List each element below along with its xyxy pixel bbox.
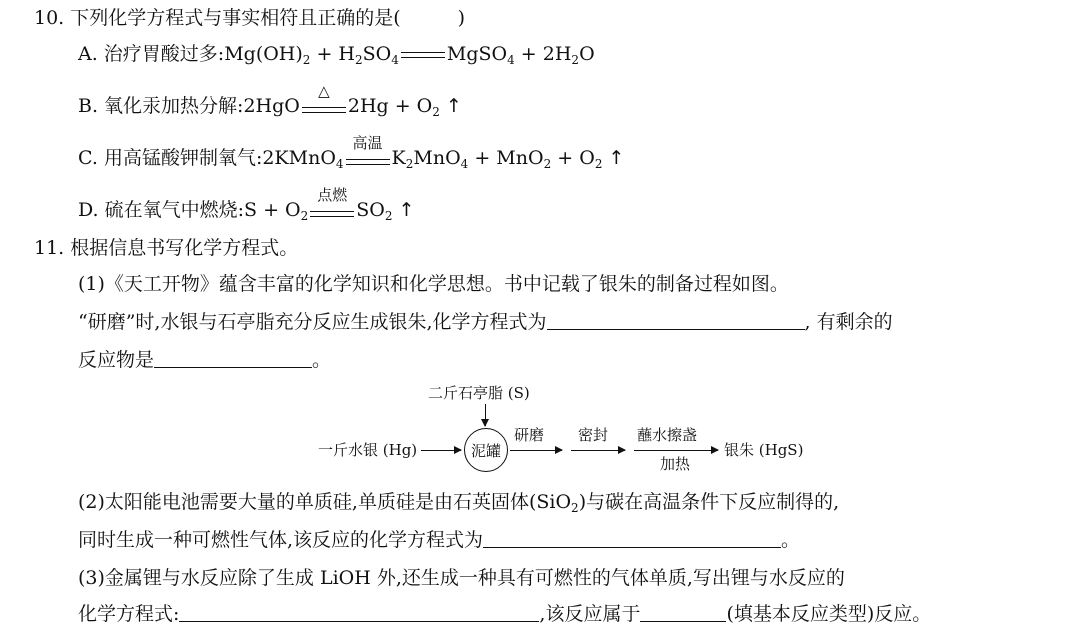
option-a-label: A. 治疗胃酸过多: (78, 43, 225, 65)
q11-part1-line1: (1)《天工开物》蕴含丰富的化学知识和化学思想。书中记载了银朱的制备过程如图。 (78, 273, 789, 295)
q11-part3-line2: 化学方程式: ,该反应属于 (填基本反应类型)反应。 (78, 603, 932, 625)
down-arrow-icon (485, 404, 486, 426)
diagram-step-2: 密封 (578, 426, 609, 444)
reaction-condition: △ (302, 95, 346, 119)
gas-arrow-icon: ↑ (445, 95, 462, 117)
diagram-step-3-top: 蘸水擦盏 (637, 426, 698, 444)
diagram-left-input: 一斤水银 (Hg) (318, 441, 418, 459)
q11-part3-line1: (3)金属锂与水反应除了生成 LiOH 外,还生成一种具有可燃性的气体单质,写出锂与水反应的 (78, 567, 845, 589)
diagram-step-1: 研磨 (514, 426, 545, 444)
right-arrow-icon (421, 450, 461, 451)
right-arrow-icon (634, 450, 718, 451)
answer-blank-equation-3[interactable] (179, 603, 539, 622)
reaction-condition: 点燃 (310, 199, 354, 223)
q11-part2-line2: 同时生成一种可燃性气体,该反应的化学方程式为 。 (78, 529, 801, 551)
equals-sign (401, 43, 445, 67)
q10-stem: 10. 下列化学方程式与事实相符且正确的是( ) (34, 7, 466, 29)
diagram-top-input: 二斤石亭脂 (S) (428, 384, 530, 402)
gas-arrow-icon: ↑ (398, 199, 415, 221)
answer-blank-equation-1[interactable] (547, 311, 805, 330)
q11-part2-line1: (2)太阳能电池需要大量的单质硅,单质硅是由石英固体(SiO$_2$)与碳在高温条件下反应制得的, (78, 491, 840, 515)
q10-option-b[interactable]: B. 氧化汞加热分解:2HgO △ $2Hg + O_2$ ↑ (78, 82, 462, 119)
answer-blank-remaining-reactant[interactable] (154, 349, 312, 368)
reaction-condition: 高温 (346, 147, 390, 171)
q10-option-a[interactable]: A. 治疗胃酸过多$:Mg(OH)_2 + H_2SO_4$ MgSO$_4$ + $2H_2O$ (78, 43, 595, 67)
diagram-vessel: 泥罐 (464, 428, 508, 472)
q11-part1-line2: “研磨”时,水银与石亭脂充分反应生成银朱,化学方程式为 , 有剩余的 (78, 311, 893, 333)
diagram-step-3-bottom: 加热 (660, 455, 691, 473)
right-arrow-icon (510, 450, 562, 451)
option-b-label: B. 氧化汞加热分解: (78, 95, 244, 117)
option-d-label: D. 硫在氧气中燃烧: (78, 199, 245, 221)
answer-blank-equation-2[interactable] (483, 529, 781, 548)
gas-arrow-icon: ↑ (608, 147, 625, 169)
option-c-label: C. 用高锰酸钾制氧气: (78, 147, 263, 169)
q10-option-c[interactable]: C. 用高锰酸钾制氧气:2KMnO$_4$ 高温 $K_2MnO_4 + MnO_2 + O_2$ ↑ (78, 134, 625, 171)
right-arrow-icon (571, 450, 625, 451)
q11-part1-line3: 反应物是 。 (78, 349, 332, 371)
q10-option-d[interactable]: D. 硫在氧气中燃烧:S + $O_2$ 点燃 $SO_2$ ↑ (78, 186, 415, 223)
q11-stem: 11. 根据信息书写化学方程式。 (34, 237, 299, 259)
diagram-product: 银朱 (HgS) (724, 441, 804, 459)
answer-blank-reaction-type[interactable] (640, 603, 726, 622)
